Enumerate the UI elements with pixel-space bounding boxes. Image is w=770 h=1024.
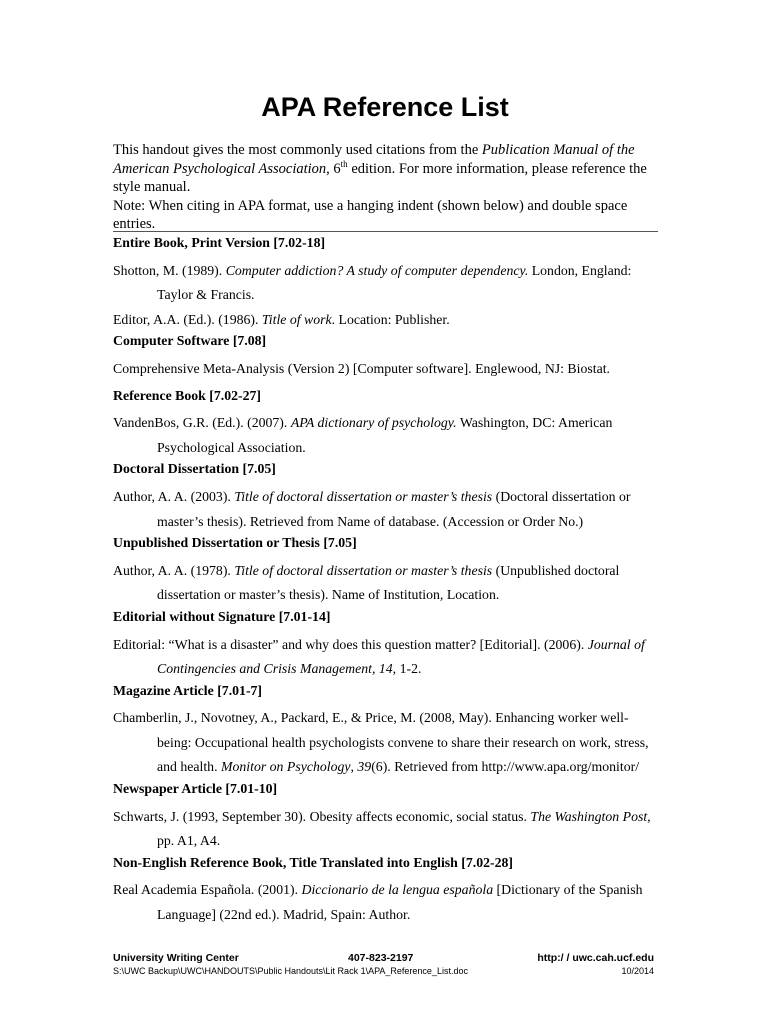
reference-entry: Shotton, M. (1989). Computer addiction? A study of computer dependency. London, England: Taylor & Francis.: [113, 262, 632, 303]
footer-path: S:\UWC Backup\UWC\HANDOUTS\Public Handouts\Lit Rack 1\APA_Reference_List.doc: [113, 966, 468, 976]
section-heading: Doctoral Dissertation [7.05]: [113, 461, 276, 477]
reference-entry: Editor, A.A. (Ed.). (1986). Title of work. Location: Publisher.: [113, 311, 450, 327]
reference-entry: Author, A. A. (2003). Title of doctoral dissertation or master’s thesis (Doctoral dissertation or master’s thesis). Retrieved from Name of database. (Accession or Order No.): [113, 488, 631, 529]
page-title: APA Reference List: [261, 92, 509, 122]
footer: [113, 952, 658, 980]
section-heading: Computer Software [7.08]: [113, 333, 267, 349]
reference-entry: Author, A. A. (1978). Title of doctoral dissertation or master’s thesis (Unpublished doctoral dissertation or master’s thesis). Name of Institution, Location.: [113, 562, 620, 603]
reference-entry: Editorial: “What is a disaster” and why does this question matter? [Editorial]. (2006). Journal of Contingencies and Crisis Management, 14, 1-2.: [113, 636, 645, 677]
divider: [113, 231, 658, 232]
footer-url: http:/ / uwc.cah.ucf.edu: [537, 952, 654, 964]
reference-entry: Real Academia Española. (2001). Diccionario de la lengua española [Dictionary of the Spanish Language] (22nd ed.). Madrid, Spain: Author.: [113, 882, 643, 923]
reference-entry: VandenBos, G.R. (Ed.). (2007). APA dictionary of psychology. Washington, DC: American Psychological Association.: [113, 415, 613, 455]
footer-date: 10/2014: [621, 966, 654, 976]
section-heading: Unpublished Dissertation or Thesis [7.05]: [113, 535, 357, 551]
reference-entry: Chamberlin, J., Novotney, A., Packard, E., & Price, M. (2008, May). Enhancing worker well-being: Occupational health psychologists convene to share their research on work, stress, and health. Monitor on Psychology, 39(6). Retrieved from http://www.apa.org/monitor/: [113, 710, 649, 775]
section-heading: Magazine Article [7.01-7]: [113, 682, 263, 698]
section-heading: Reference Book [7.02-27]: [113, 387, 262, 403]
footer-row: [113, 952, 658, 966]
reference-entry: Comprehensive Meta-Analysis (Version 2) [Computer software]. Englewood, NJ: Biostat.: [113, 360, 610, 376]
footer-phone: 407-823-2197: [348, 952, 414, 964]
footer-row: [113, 966, 658, 980]
reference-entries: [113, 234, 658, 928]
intro-paragraph: This handout gives the most commonly used citations from the Publication Manual of the American Psychological Association, 6th edition. For more information, please reference the style manual.: [113, 142, 647, 195]
manual-title: Publication Manual of the American Psychological Association: [113, 142, 635, 177]
edition-superscript: th: [340, 158, 348, 169]
footer-org: University Writing Center: [113, 952, 239, 964]
section-heading: Newspaper Article [7.01-10]: [113, 781, 278, 797]
section-heading: Non-English Reference Book, Title Translated into English [7.02-28]: [113, 854, 514, 870]
section-heading: Entire Book, Print Version [7.02-18]: [113, 235, 326, 250]
intro-note: Note: When citing in APA format, use a hanging indent (shown below) and double space entries.: [113, 197, 628, 232]
section-heading: Editorial without Signature [7.01-14]: [113, 608, 331, 624]
intro: [113, 141, 658, 234]
reference-entry: Schwarts, J. (1993, September 30). Obesity affects economic, social status. The Washington Post, pp. A1, A4.: [113, 808, 651, 849]
